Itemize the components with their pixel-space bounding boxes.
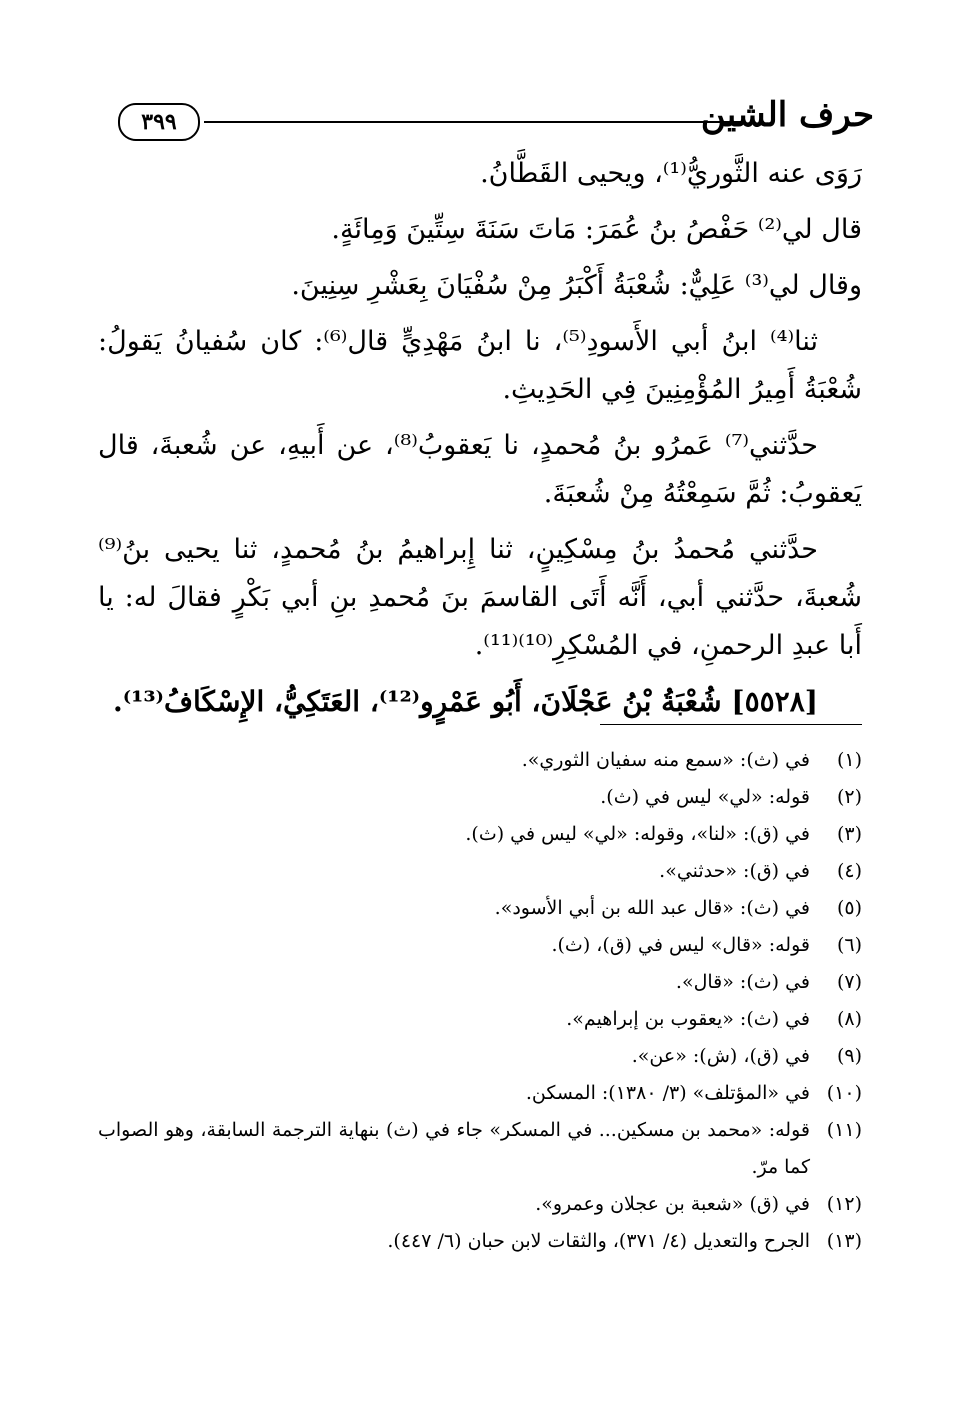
footnote xyxy=(98,816,862,853)
footnote-number: (١١) xyxy=(826,1119,862,1141)
paragraph: وقال لي⁽³⁾ عَلِيٌّ: شُعْبَةُ أَكْبَرُ مِنْ سُفْيَانَ بِعَشْرِ سِنِينَ. xyxy=(291,270,862,301)
footnote xyxy=(98,1186,862,1223)
footnote-number: (٥) xyxy=(836,897,862,919)
footnotes xyxy=(98,742,862,1260)
footnote-number: (١٢) xyxy=(826,1193,862,1215)
footnote-text: قوله: «لي» ليس في (ث). xyxy=(600,786,810,808)
footnote-number: (٣) xyxy=(836,823,862,845)
chapter-title: حرف الشين xyxy=(700,95,874,135)
footnote-number: (٧) xyxy=(836,971,862,993)
footnote-text: في (ق): «حدثني». xyxy=(659,860,810,882)
footnote-text: في (ث): «قال عبد الله بن أبي الأسود». xyxy=(494,897,810,919)
footnote xyxy=(98,1112,862,1186)
footnote-text: في (ث): «قال». xyxy=(675,971,810,993)
footnote-text: في (ق) «شعبة بن عجلان وعمرو». xyxy=(535,1193,810,1215)
footnote-number: (٦) xyxy=(836,934,862,956)
footnote xyxy=(98,964,862,1001)
footnote-separator xyxy=(600,724,862,725)
footnote xyxy=(98,927,862,964)
footnote-text: في (ث): «يعقوب بن إبراهيم». xyxy=(566,1008,810,1030)
footnote xyxy=(98,853,862,890)
footnote-text: في «المؤتلف» (٣/ ١٣٨٠): المسكن. xyxy=(525,1082,810,1104)
paragraph: ثنا⁽⁴⁾ ابنُ أبي الأَسودِ⁽⁵⁾، نا ابنُ مَهْدِيٍّ قال⁽⁶⁾: كان سُفيانُ يَقولُ: شُعْبَةُ أَمِيرُ المُؤْمِنِينَ فِي الحَدِيثِ. xyxy=(98,326,862,405)
footnote-text: في (ق): «لنا»، وقوله: «لي» ليس في (ث). xyxy=(465,823,810,845)
footnote-number: (٤) xyxy=(836,860,862,882)
page-header xyxy=(118,95,874,141)
footnote xyxy=(98,742,862,779)
footnote xyxy=(98,779,862,816)
footnote-number: (٢) xyxy=(836,786,862,808)
footnote-text: في (ث): «سمع منه سفيان الثوري». xyxy=(521,749,810,771)
paragraph: رَوَى عنه الثَّوريُّ⁽¹⁾، ويحيى القَطَّانُ. xyxy=(480,158,862,189)
footnote-number: (١٣) xyxy=(826,1230,862,1252)
entry-heading: [٥٥٢٨] شُعْبَةُ بْنُ عَجْلَانَ، أَبُو عَمْرٍو⁽¹²⁾، العَتَكِيُّ، الإِسْكَافُ⁽¹³⁾. xyxy=(113,685,818,718)
footnote-text: قوله: «محمد بن مسكين... في المسكر» جاء في (ث) بنهاية الترجمة السابقة، وهو الصواب كما مرّ. xyxy=(98,1119,810,1178)
footnote xyxy=(98,1223,862,1260)
footnote-text: قوله: «قال» ليس في (ق)، (ث). xyxy=(551,934,810,956)
footnote xyxy=(98,1075,862,1112)
footnote-number: (١٠) xyxy=(826,1082,862,1104)
header-rule xyxy=(204,121,742,123)
page-number: ٣٩٩ xyxy=(118,103,200,141)
footnote-text: في (ق)، (ش): «عن». xyxy=(631,1045,810,1067)
footnote xyxy=(98,1001,862,1038)
footnote-text: الجرح والتعديل (٤/ ٣٧١)، والثقات لابن حبان (٦/ ٤٤٧). xyxy=(387,1230,810,1252)
main-text xyxy=(98,150,862,734)
footnote xyxy=(98,1038,862,1075)
paragraph: حدَّثني⁽⁷⁾ عَمرُو بنُ مُحمدٍ، نا يَعقوبُ⁽⁸⁾، عن أَبيهِ، عن شُعبةَ، قال يَعقوبُ: ثُمَّ سَمِعْتُهُ مِنْ شُعبَةَ. xyxy=(98,430,862,509)
paragraph: حدَّثني مُحمدُ بنُ مِسْكِينٍ، ثنا إِبراهيمُ بنُ مُحمدٍ، ثنا يحيى بنُ⁽⁹⁾ شُعبةَ، حدَّثني أبي، أَنَّه أَتَى القاسمَ بنَ مُحمدِ بنِ أبي بَكْرٍ فقالَ له: يا أَبا عبدِ الرحمنِ، في المُسْكِرِ⁽¹⁰⁾⁽¹¹⁾. xyxy=(98,534,862,661)
footnote xyxy=(98,890,862,927)
footnote-number: (٩) xyxy=(836,1045,862,1067)
footnote-number: (٨) xyxy=(836,1008,862,1030)
footnote-number: (١) xyxy=(836,749,862,771)
paragraph: قال لي⁽²⁾ حَفْصُ بنُ عُمَرَ: مَاتَ سَنَةَ سِتِّينَ وَمِائَةٍ. xyxy=(331,214,862,245)
